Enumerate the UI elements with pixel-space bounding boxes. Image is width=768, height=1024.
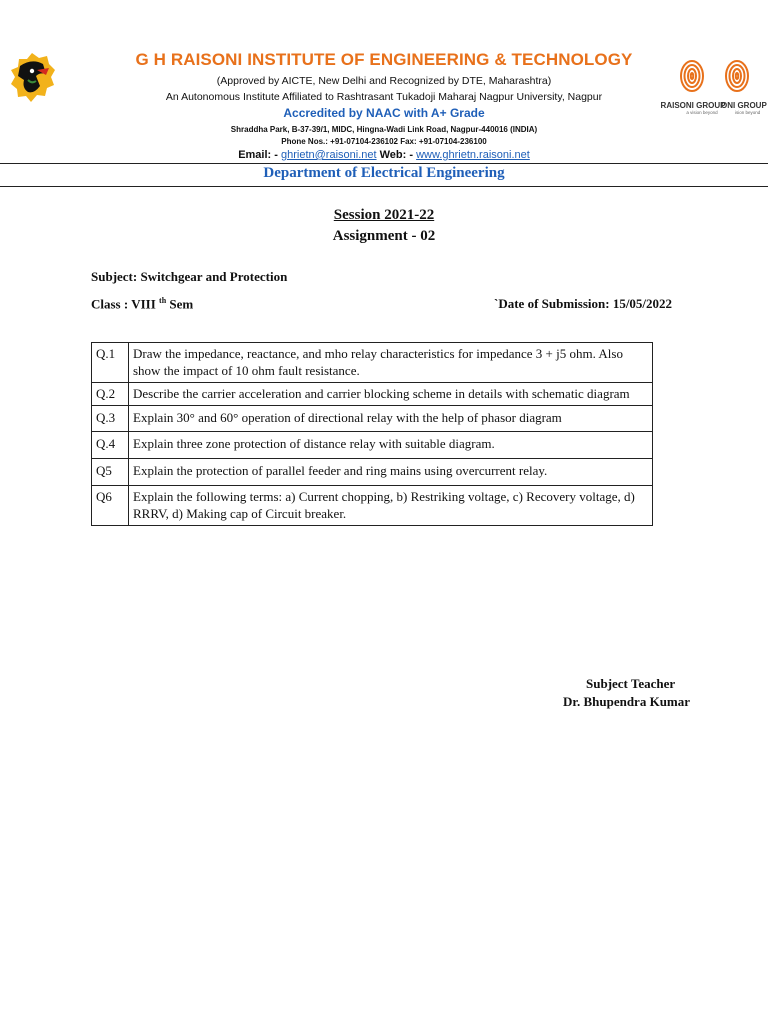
group-name: RAISONI GROUP xyxy=(660,101,726,110)
class-sup: th xyxy=(159,296,167,305)
questions-table xyxy=(91,342,653,526)
header-divider-top xyxy=(0,163,768,164)
question-number: Q.3 xyxy=(92,406,129,432)
question-number: Q.4 xyxy=(92,432,129,459)
class-label: Class : VIII xyxy=(91,296,156,312)
assignment-title: Assignment - 02 xyxy=(332,228,436,244)
approval-line: (Approved by AICTE, New Delhi and Recognized by DTE, Maharashtra) xyxy=(216,75,552,87)
phone-line: Phone Nos.: +91-07104-236102 Fax: +91-07104-236100 xyxy=(281,137,487,146)
question-number: Q.2 xyxy=(92,383,129,406)
submission-date: `Date of Submission: 15/05/2022 xyxy=(494,296,673,311)
session-title: Session 2021-22 xyxy=(333,207,435,223)
question-text: Explain 30° and 60° operation of directional relay with the help of phasor diagram xyxy=(129,406,653,432)
question-number: Q6 xyxy=(92,486,129,526)
department-title: Department of Electrical Engineering xyxy=(263,165,505,181)
email-link[interactable]: ghrietn@raisoni.net xyxy=(280,149,377,161)
email-label: Email: - xyxy=(238,149,278,161)
question-text: Explain the protection of parallel feeder and ring mains using overcurrent relay. xyxy=(129,459,653,486)
question-number: Q5 xyxy=(92,459,129,486)
class-suffix: Sem xyxy=(169,296,194,312)
group-tagline: a vision beyond xyxy=(686,110,718,115)
header-divider-bottom xyxy=(0,186,768,187)
question-text: Draw the impedance, reactance, and mho relay characteristics for impedance 3 + j5 ohm. Also show the impact of 10 ohm fault resistance. xyxy=(129,343,653,383)
table-row xyxy=(92,432,653,459)
question-text: Explain the following terms: a) Current chopping, b) Restriking voltage, c) Recovery voltage, d) RRRV, d) Making cap of Circuit breaker. xyxy=(129,486,653,526)
question-text: Explain three zone protection of distance relay with suitable diagram. xyxy=(129,432,653,459)
address-line: Shraddha Park, B-37-39/1, MIDC, Hingna-Wadi Link Road, Nagpur-440016 (INDIA) xyxy=(230,125,538,134)
table-row xyxy=(92,343,653,383)
subject-line: Subject: Switchgear and Protection xyxy=(91,269,288,284)
question-number: Q.1 xyxy=(92,343,129,383)
accreditation-line: Accredited by NAAC with A+ Grade xyxy=(283,106,485,120)
web-label: Web: - xyxy=(379,149,414,161)
web-link[interactable]: www.ghrietn.raisoni.net xyxy=(416,149,530,161)
question-text: Describe the carrier acceleration and carrier blocking scheme in details with schematic diagram xyxy=(129,383,653,406)
affiliation-line: An Autonomous Institute Affiliated to Rashtrasant Tukadoji Maharaj Nagpur University, Nagpur xyxy=(165,91,603,103)
class-line xyxy=(91,296,193,312)
table-row xyxy=(92,383,653,406)
contact-line xyxy=(0,149,768,161)
table-row xyxy=(92,406,653,432)
teacher-name: Dr. Bhupendra Kumar xyxy=(563,694,691,709)
group-name-2: ONI GROUP xyxy=(721,101,767,110)
table-row xyxy=(92,486,653,526)
teacher-role: Subject Teacher xyxy=(586,676,676,691)
group-tagline-2: ision beyond xyxy=(735,110,761,115)
institute-name: G H RAISONI INSTITUTE OF ENGINEERING & TECHNOLOGY xyxy=(135,50,633,69)
table-row xyxy=(92,459,653,486)
